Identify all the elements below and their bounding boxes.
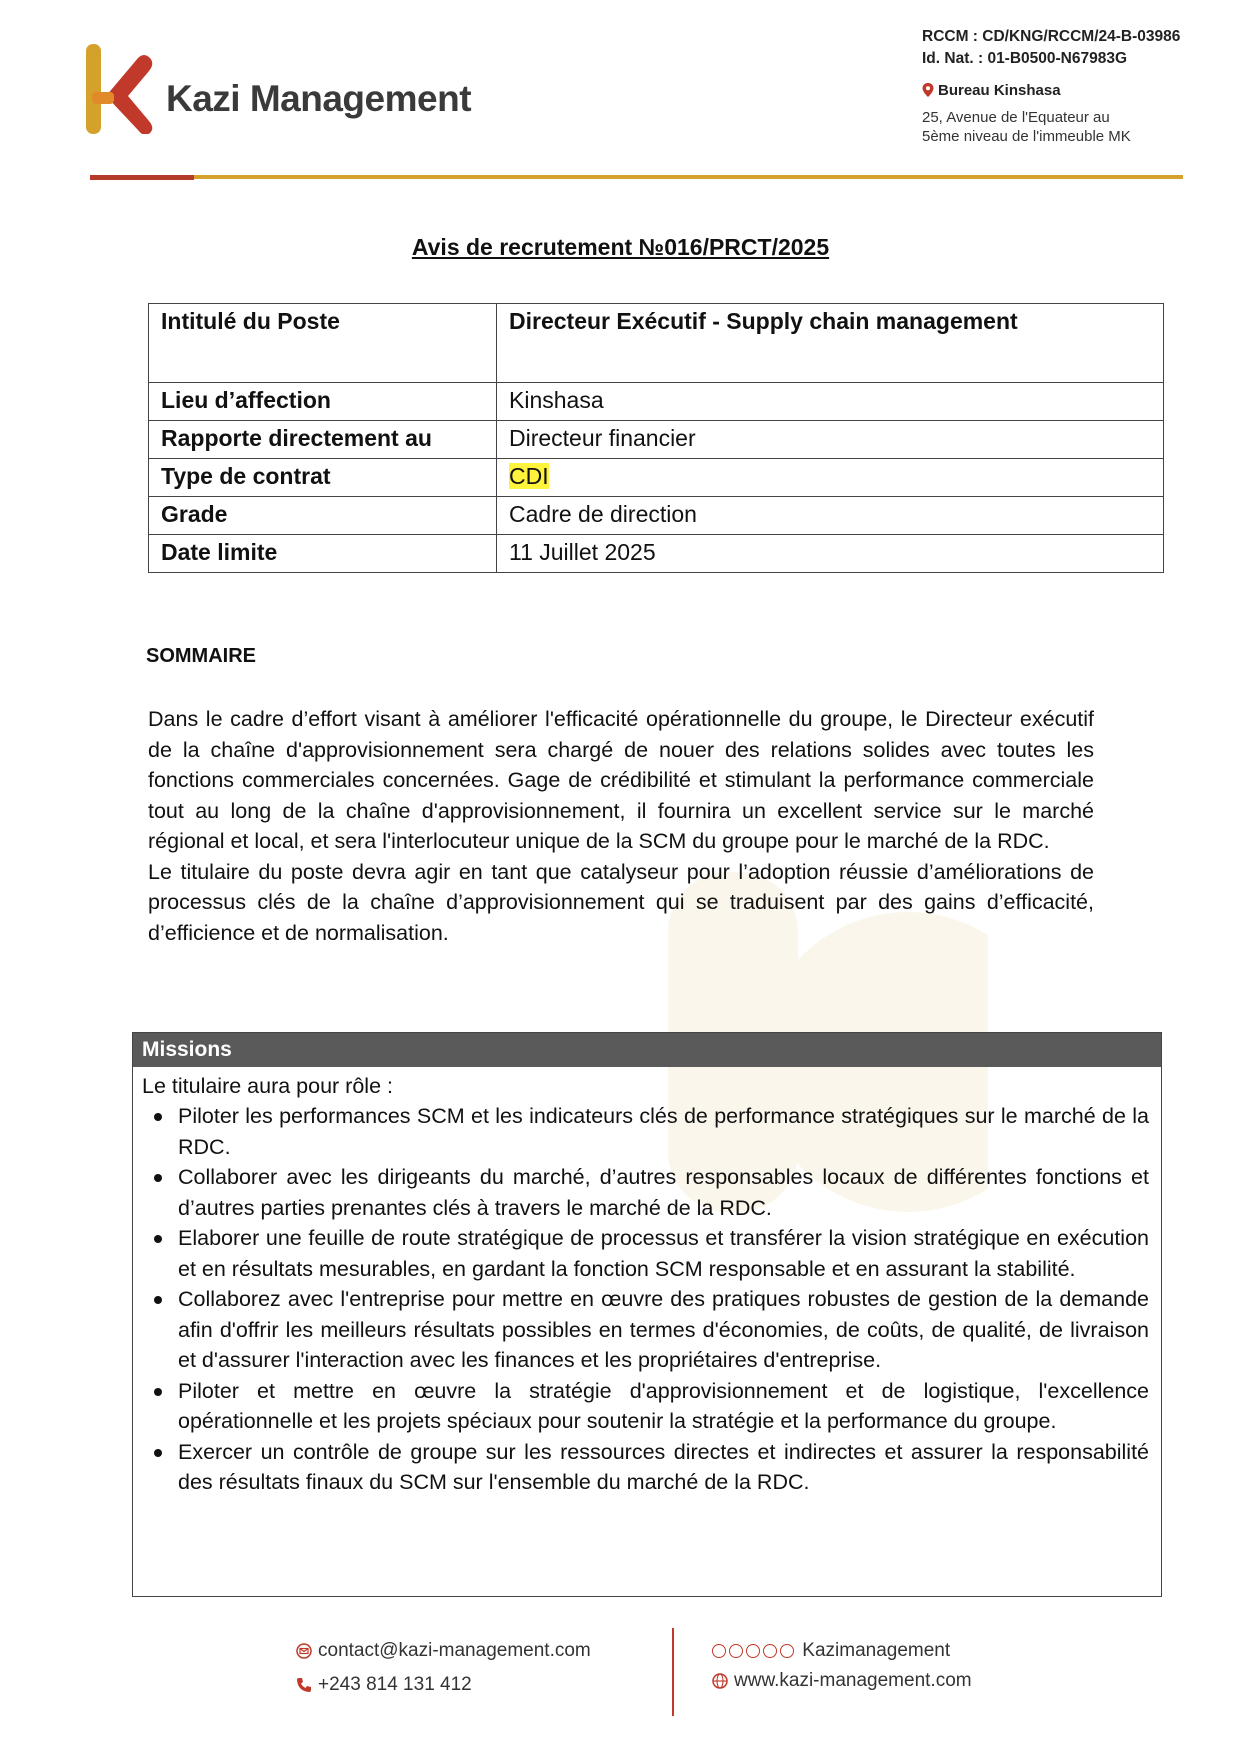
address-line-1: 25, Avenue de l'Equateur au (922, 109, 1110, 126)
bullet-icon (154, 1113, 162, 1121)
office-name (922, 82, 1061, 99)
list-item-text: Exercer un contrôle de groupe sur les ressources directes et indirectes et assurer la responsabilité des résultats finaux du SCM sur l'ensemble du marché de la RDC. (178, 1439, 1149, 1494)
row-key: Date limite (149, 535, 497, 573)
row-value: Directeur financier (497, 421, 1164, 459)
row-key: Grade (149, 497, 497, 535)
id-nat-number: Id. Nat. : 01-B0500-N67983G (922, 50, 1128, 67)
row-key: Rapporte directement au (149, 421, 497, 459)
globe-icon (712, 1673, 728, 1689)
bullet-icon (154, 1174, 162, 1182)
sommaire-paragraph-1: Dans le cadre d’effort visant à améliorer l'efficacité opérationnelle du groupe, le Directeur exécutif de la chaîne d'approvisionnement sera chargé de nouer des relations solides avec toutes les fonctions commerciales concernées. Gage de crédibilité et stimulant la performance commerciale tout au long de la chaîne d'approvisionnement, il fournira un excellent service sur le marché régional et local, et sera l'interlocuteur unique de la SCM du groupe pour le marché de la RDC. (148, 707, 1094, 853)
missions-heading: Missions (133, 1033, 1161, 1067)
location-pin-icon (922, 83, 934, 97)
linkedin-icon[interactable] (746, 1644, 760, 1658)
list-item-text: Piloter les performances SCM et les indicateurs clés de performance stratégiques sur le marché de la RDC. (178, 1104, 1149, 1159)
header-rule-red (90, 175, 194, 180)
row-key: Type de contrat (149, 459, 497, 497)
list-item (178, 1223, 1149, 1284)
row-key: Lieu d’affection (149, 383, 497, 421)
list-item-text: Collaborez avec l'entreprise pour mettre en œuvre des pratiques robustes de gestion de la demande afin d'offrir les meilleurs résultats possibles en termes d'économies, de coûts, de qualité, de livraison et d'assurer l'interaction avec les finances et les propriétaires d'entreprise. (178, 1287, 1149, 1372)
kazi-logo-icon (86, 44, 158, 134)
office-address (922, 108, 1131, 146)
office-label: Bureau Kinshasa (938, 82, 1061, 99)
social-handle: Kazimanagement (802, 1640, 951, 1661)
tiktok-icon[interactable] (780, 1644, 794, 1658)
instagram-icon[interactable] (712, 1644, 726, 1658)
list-item (178, 1284, 1149, 1376)
footer-separator (672, 1628, 674, 1716)
table-row (149, 421, 1164, 459)
website-link[interactable]: www.kazi-management.com (734, 1670, 972, 1691)
list-item-text: Collaborer avec les dirigeants du marché, d’autres responsables locaux de différentes fonctions et d’autres parties prenantes clés à travers le marché de la RDC. (178, 1165, 1149, 1220)
job-info-table (148, 303, 1164, 573)
list-item-text: Piloter et mettre en œuvre la stratégie d'approvisionnement et de logistique, l'excellence opérationnelle et les projets spéciaux pour soutenir la stratégie et la performance du groupe. (178, 1378, 1149, 1433)
sommaire-heading: SOMMAIRE (146, 645, 256, 667)
contract-type-highlight: CDI (509, 463, 549, 489)
list-item (178, 1162, 1149, 1223)
bullet-icon (154, 1235, 162, 1243)
footer-phone (296, 1674, 472, 1696)
sommaire-body (148, 704, 1094, 948)
sommaire-paragraph-2: Le titulaire du poste devra agir en tant que catalyseur pour l’adoption réussie d’améliorations de processus clés de la chaîne d’approvisionnement qui se traduisent par des gains d’efficacité, d’efficience et de normalisation. (148, 859, 1094, 945)
list-item-text: Elaborer une feuille de route stratégique de processus et transférer la vision stratégique en exécution et en résultats mesurables, en gardant la fonction SCM responsable et en assurant la stabilité. (178, 1226, 1149, 1281)
registration-info (922, 26, 1180, 70)
table-row (149, 304, 1164, 383)
missions-intro: Le titulaire aura pour rôle : (142, 1074, 393, 1098)
bullet-icon (154, 1296, 162, 1304)
list-item (178, 1101, 1149, 1162)
bullet-icon (154, 1388, 162, 1396)
missions-list (133, 1101, 1161, 1498)
table-row (149, 383, 1164, 421)
phone-icon (296, 1677, 312, 1693)
facebook-icon[interactable] (729, 1644, 743, 1658)
table-row (149, 497, 1164, 535)
footer-website (712, 1670, 972, 1692)
bullet-icon (154, 1449, 162, 1457)
page-title: Avis de recrutement №016/PRCT/2025 (411, 234, 830, 260)
address-line-2: 5ème niveau de l'immeuble MK (922, 128, 1131, 145)
email-link[interactable]: contact@kazi-management.com (318, 1640, 591, 1661)
row-value: Cadre de direction (497, 497, 1164, 535)
table-row (149, 535, 1164, 573)
footer-email (296, 1640, 591, 1662)
email-icon (296, 1643, 312, 1659)
row-value: Kinshasa (497, 383, 1164, 421)
row-value-cell (497, 459, 1164, 497)
missions-box (132, 1032, 1162, 1597)
row-value: Directeur Exécutif - Supply chain management (497, 304, 1164, 383)
phone-number[interactable]: +243 814 131 412 (318, 1674, 472, 1695)
row-key: Intitulé du Poste (149, 304, 497, 383)
table-row (149, 459, 1164, 497)
header-rule-gold (194, 175, 1183, 179)
list-item (178, 1376, 1149, 1437)
row-value: 11 Juillet 2025 (497, 535, 1164, 573)
footer-social (712, 1640, 950, 1662)
rccm-number: RCCM : CD/KNG/RCCM/24-B-03986 (922, 28, 1181, 45)
list-item (178, 1437, 1149, 1498)
brand-name: Kazi Management (166, 78, 472, 119)
x-icon[interactable] (763, 1644, 777, 1658)
